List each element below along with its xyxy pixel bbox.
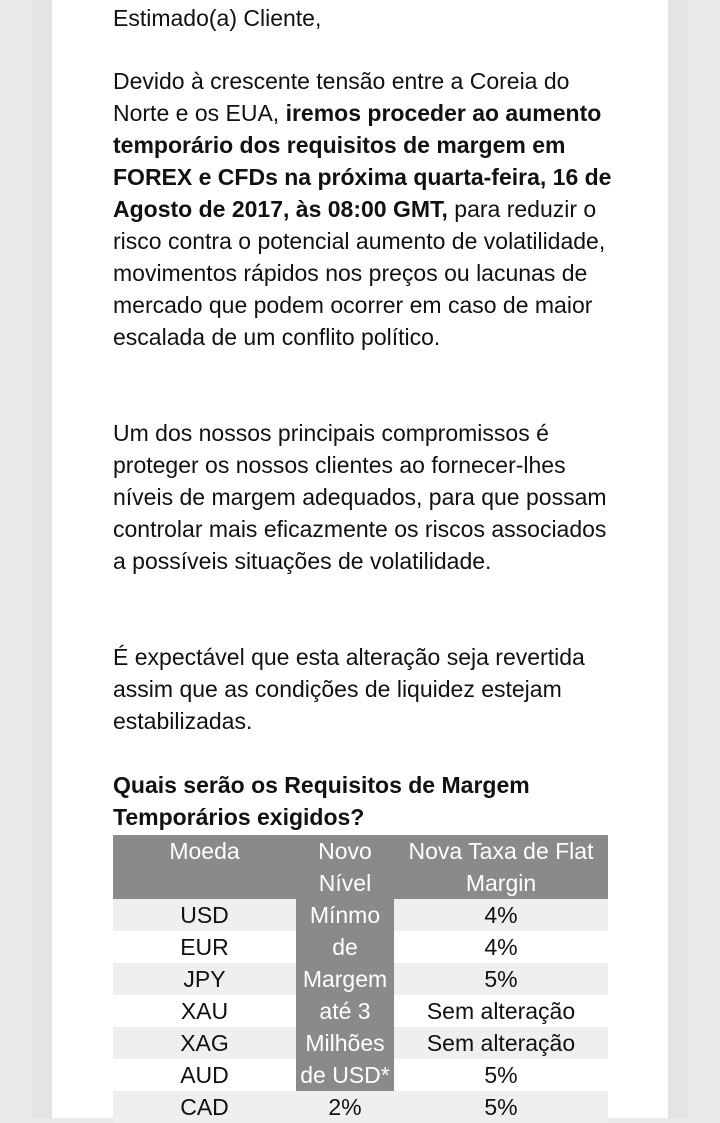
margin-requirements-table bbox=[113, 835, 608, 1123]
cell-currency: JPY bbox=[113, 963, 296, 995]
cell-currency: EUR bbox=[180, 934, 229, 960]
cell-currency: AUD bbox=[180, 1062, 229, 1088]
cell-rate: 5% bbox=[394, 1091, 608, 1123]
cell-rate: 4% bbox=[484, 934, 518, 960]
left-gutter bbox=[32, 0, 52, 1118]
table-row bbox=[113, 899, 608, 931]
cell-rate: 4% bbox=[394, 899, 608, 931]
section-heading: Quais serão os Requisitos de Margem Temporários exigidos? bbox=[113, 772, 530, 830]
cell-rate: 5% bbox=[484, 1062, 518, 1088]
cell-currency: USD bbox=[113, 899, 296, 931]
table-header-row bbox=[113, 835, 608, 899]
cell-rate: 5% bbox=[394, 963, 608, 995]
paragraph-reversal: É expectável que esta alteração seja revertida assim que as condições de liquidez estejam estabilizadas. bbox=[113, 644, 585, 734]
cell-rate: Sem alteração bbox=[394, 1027, 608, 1059]
cell-level: 2% bbox=[296, 1091, 394, 1123]
cell-currency: XAG bbox=[113, 1027, 296, 1059]
paragraph-margin-increase bbox=[113, 65, 613, 353]
paragraph-bold-announcement: iremos proceder ao aumento temporário dos requisitos de margem em FOREX e CFDs na próxima quarta-feira, 16 de Agosto de 2017, às 08:00 GMT, bbox=[113, 100, 612, 222]
header-currency: Moeda bbox=[113, 835, 296, 899]
cell-currency: CAD bbox=[113, 1091, 296, 1123]
paragraph-commitment: Um dos nossos principais compromissos é proteger os nossos clientes ao fornecer-lhes níveis de margem adequados, para que possam controlar mais eficazmente os riscos associados a possíveis situações de volatilidade. bbox=[113, 420, 607, 574]
table-row bbox=[113, 1091, 608, 1123]
paragraph-trail: para reduzir o risco contra o potencial aumento de volatilidade, movimentos rápidos nos preços ou lacunas de mercado que podem ocorrer em caso de maior escalada de um conflito político. bbox=[113, 196, 606, 350]
cell-rate: Sem alteração bbox=[426, 998, 576, 1024]
greeting: Estimado(a) Cliente, bbox=[113, 5, 322, 31]
header-flat-margin: Nova Taxa de Flat Margin bbox=[394, 835, 608, 899]
cell-merged-level: Mínmo de Margem até 3 Milhões de USD* bbox=[296, 899, 394, 1091]
cell-currency: XAU bbox=[180, 998, 229, 1024]
header-new-level: Novo Nível bbox=[296, 835, 394, 899]
right-gutter bbox=[668, 0, 688, 1118]
paragraph-lead: Devido à crescente tensão entre a Coreia do Norte e os EUA, bbox=[113, 68, 570, 126]
